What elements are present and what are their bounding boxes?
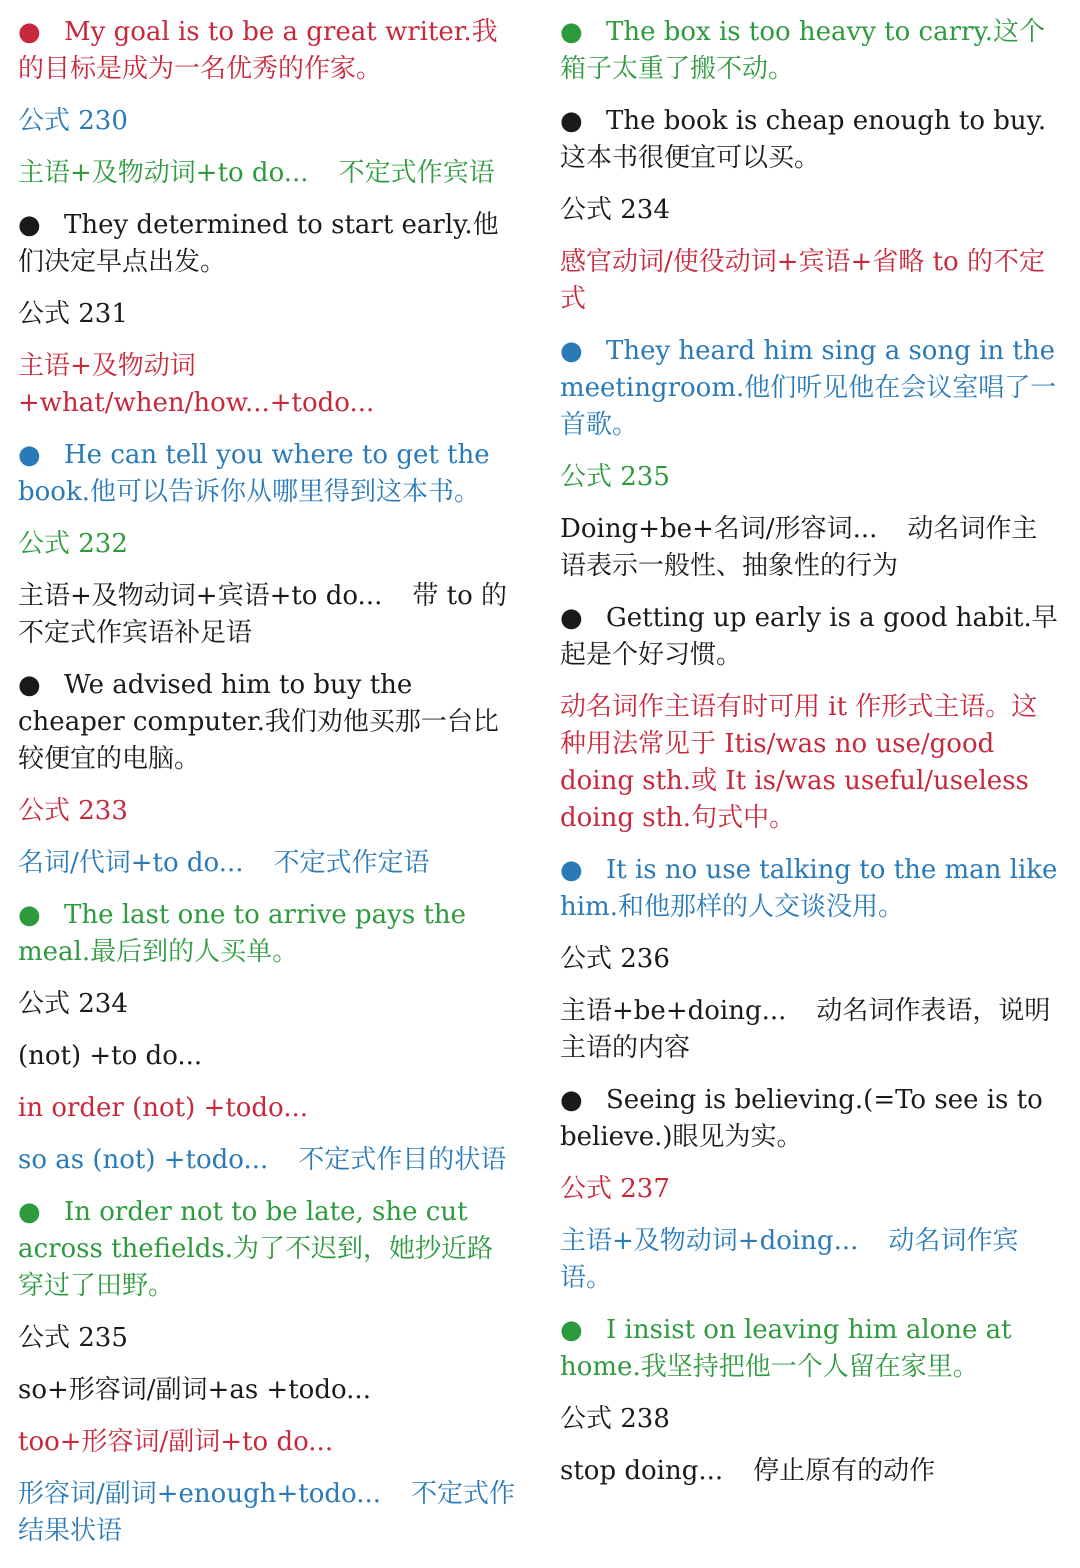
text-line (560, 1401, 1060, 1438)
bullet-icon: ● (18, 440, 41, 470)
bullet-icon: ● (560, 106, 583, 136)
block-text: 公式 238 (560, 1404, 670, 1434)
text-line (18, 348, 518, 422)
block-text: 主语+及物动词+to do... (18, 158, 309, 188)
block-text: 感官动词/使役动词+宾语+省略 to 的不定式 (560, 247, 1045, 314)
block-text: 主语+及物动词+doing... (560, 1226, 859, 1256)
example-sentence (560, 600, 1060, 674)
text-line (18, 1038, 518, 1075)
text-line (18, 793, 518, 830)
bullet-icon: ● (18, 17, 41, 47)
text-line (18, 103, 518, 140)
bullet-icon: ● (560, 336, 583, 366)
formula-line (560, 511, 1060, 585)
block-note: 不定式作宾语 (338, 158, 495, 188)
example-sentence (560, 14, 1060, 88)
block-note: 不定式作目的状语 (298, 1145, 507, 1175)
text-line (560, 941, 1060, 978)
block-text: I insist on leaving him alone at home.我坚持把他一个人留在家里。 (560, 1315, 1012, 1382)
block-text: The book is cheap enough to buy.这本书很便宜可以买。 (560, 106, 1047, 173)
block-text: Doing+be+名词/形容词... (560, 514, 878, 544)
example-sentence (560, 333, 1060, 444)
right-column (560, 14, 1060, 1505)
block-text: stop doing... (560, 1456, 724, 1486)
block-text: We advised him to buy the cheaper computer.我们劝他买那一台比较便宜的电脑。 (18, 670, 499, 774)
block-text: 名词/代词+to do... (18, 848, 244, 878)
formula-line (560, 1453, 1060, 1490)
example-sentence (560, 852, 1060, 926)
example-sentence (560, 1082, 1060, 1156)
block-text: 公式 233 (18, 796, 128, 826)
example-sentence (18, 437, 518, 511)
text-line (560, 192, 1060, 229)
block-text: 公式 235 (560, 462, 670, 492)
block-text: 公式 230 (18, 106, 128, 136)
block-note: 停止原有的动作 (753, 1456, 936, 1486)
text-line (18, 1090, 518, 1127)
block-text: 动名词作主语有时可用 it 作形式主语。这种用法常见于 Itis/was no use/good doing sth.或 It is/was useful/useless doing sth.句式中。 (560, 692, 1038, 833)
formula-line (560, 993, 1060, 1067)
block-text: Seeing is believing.(=To see is to believe.)眼见为实。 (560, 1085, 1043, 1152)
block-text: 公式 232 (18, 529, 128, 559)
block-note: 动名词作主语表示一般性、抽象性的行为 (560, 514, 1038, 581)
block-note: 不定式作结果状语 (18, 1479, 516, 1546)
block-text: 主语+be+doing... (560, 996, 787, 1026)
example-sentence (18, 667, 518, 778)
bullet-icon: ● (560, 603, 583, 633)
formula-line (560, 1223, 1060, 1297)
bullet-icon: ● (18, 1197, 41, 1227)
block-text: 公式 237 (560, 1174, 670, 1204)
example-sentence (560, 1312, 1060, 1386)
block-text: Getting up early is a good habit.早起是个好习惯。 (560, 603, 1058, 670)
block-note: 动名词作表语，说明主语的内容 (560, 996, 1051, 1063)
formula-line (18, 1142, 518, 1179)
text-line (18, 986, 518, 1023)
block-text: He can tell you where to get the book.他可以告诉你从哪里得到这本书。 (18, 440, 490, 507)
example-sentence (18, 897, 518, 971)
example-sentence (18, 207, 518, 281)
example-sentence (560, 103, 1060, 177)
example-sentence (18, 1194, 518, 1305)
block-text: 公式 235 (18, 1323, 128, 1353)
block-text: They determined to start early.他们决定早点出发。 (18, 210, 499, 277)
block-text: It is no use talking to the man like him.和他那样的人交谈没用。 (560, 855, 1058, 922)
block-text: 主语+及物动词+宾语+to do... (18, 581, 383, 611)
text-line (560, 459, 1060, 496)
bullet-icon: ● (18, 670, 41, 700)
example-sentence (18, 14, 518, 88)
block-text: so as (not) +todo... (18, 1145, 269, 1175)
bullet-icon: ● (18, 900, 41, 930)
text-line (18, 1372, 518, 1409)
formula-line (18, 845, 518, 882)
block-text: My goal is to be a great writer.我的目标是成为一名优秀的作家。 (18, 17, 498, 84)
bullet-icon: ● (560, 17, 583, 47)
bullet-icon: ● (560, 1085, 583, 1115)
block-note: 带 to 的不定式作宾语补足语 (18, 581, 507, 648)
text-line (560, 1171, 1060, 1208)
text-line (560, 689, 1060, 837)
text-line (18, 1320, 518, 1357)
block-text: 公式 236 (560, 944, 670, 974)
block-text: 公式 231 (18, 299, 128, 329)
formula-line (18, 578, 518, 652)
block-text: so+形容词/副词+as +todo... (18, 1375, 371, 1405)
text-line (560, 244, 1060, 318)
block-text: too+形容词/副词+to do... (18, 1427, 334, 1457)
block-text: The box is too heavy to carry.这个箱子太重了搬不动。 (560, 17, 1045, 84)
block-text: They heard him sing a song in the meetingroom.他们听见他在会议室唱了一首歌。 (560, 336, 1057, 440)
formula-line (18, 1476, 518, 1550)
block-text: 公式 234 (18, 989, 128, 1019)
text-line (18, 1424, 518, 1461)
block-text: 形容词/副词+enough+todo... (18, 1479, 381, 1509)
bullet-icon: ● (18, 210, 41, 240)
block-text: in order (not) +todo... (18, 1093, 309, 1123)
block-text: In order not to be late, she cut across thefields.为了不迟到，她抄近路穿过了田野。 (18, 1197, 493, 1301)
bullet-icon: ● (560, 855, 583, 885)
block-text: 公式 234 (560, 195, 670, 225)
block-note: 不定式作定语 (273, 848, 430, 878)
block-text: The last one to arrive pays the meal.最后到的人买单。 (18, 900, 467, 967)
bullet-icon: ● (560, 1315, 583, 1345)
formula-line (18, 155, 518, 192)
text-line (18, 526, 518, 563)
left-column (18, 14, 518, 1565)
block-note: 动名词作宾语。 (560, 1226, 1019, 1293)
block-text: (not) +to do... (18, 1041, 203, 1071)
text-line (18, 296, 518, 333)
block-text: 主语+及物动词+what/when/how...+todo... (18, 351, 375, 418)
